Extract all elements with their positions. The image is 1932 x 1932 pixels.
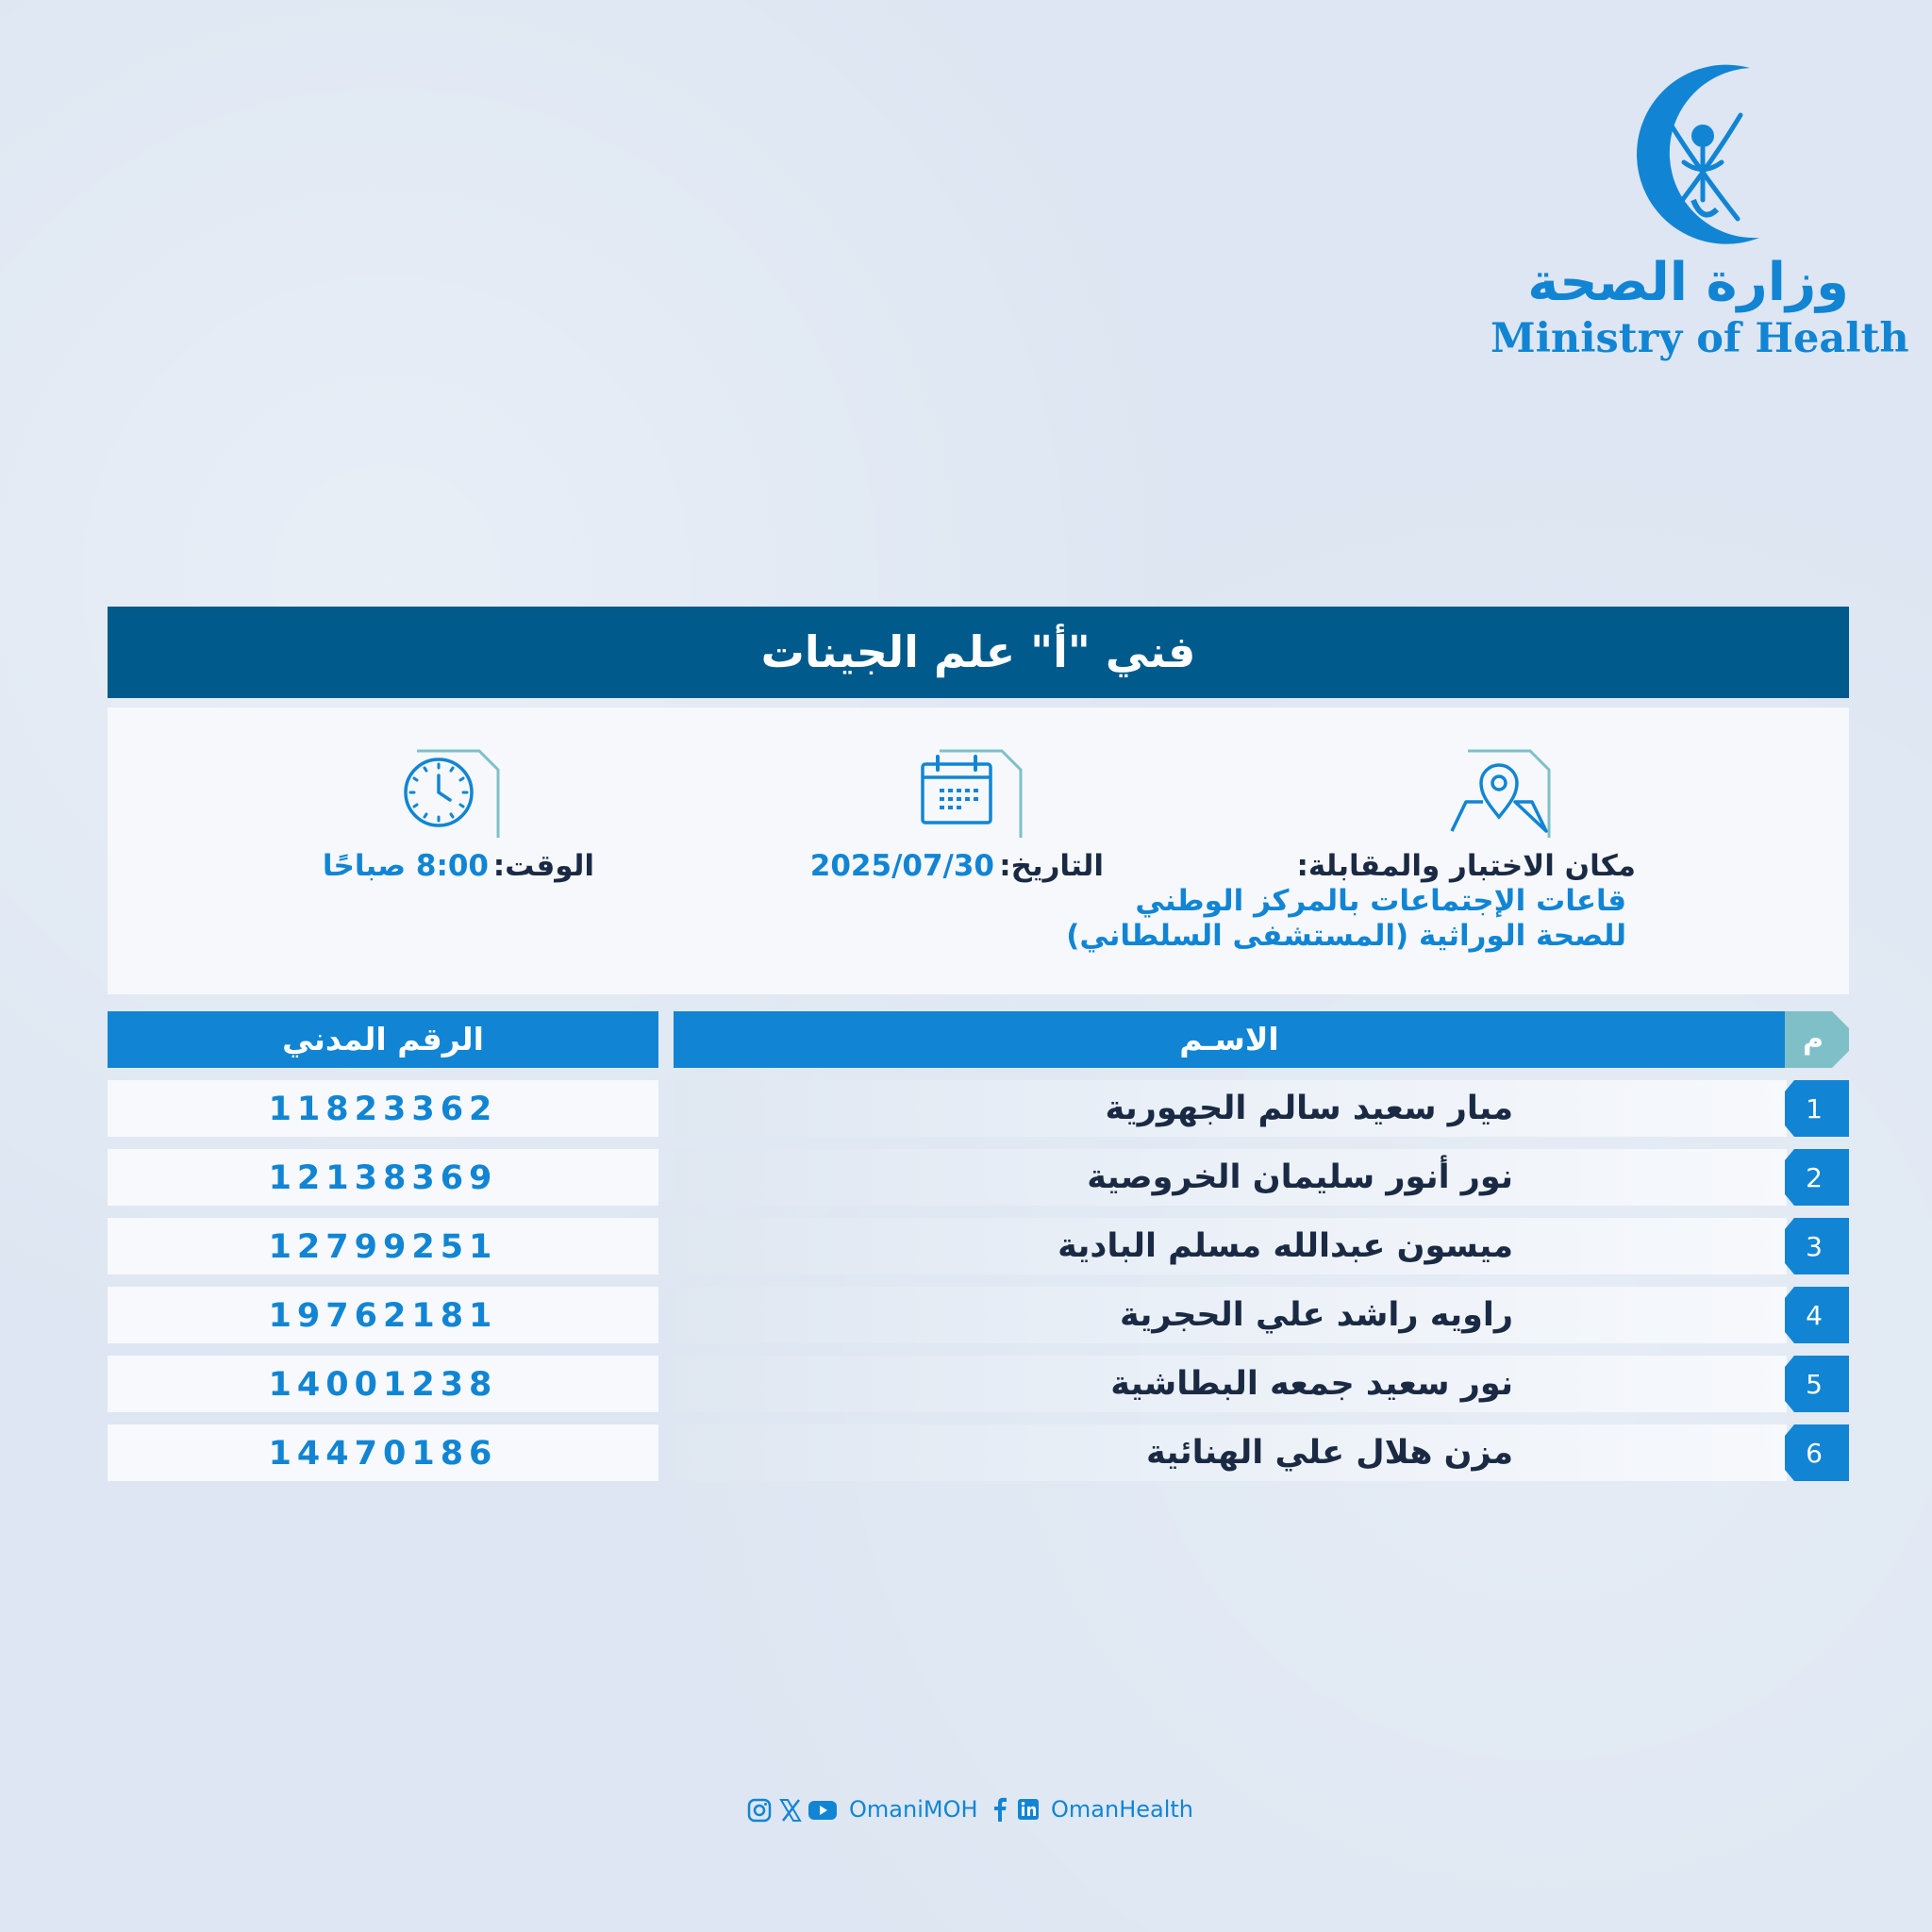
index-cell [1785, 1424, 1849, 1481]
index-text: 3 [1806, 1231, 1823, 1262]
name-cell [674, 1149, 1787, 1206]
index-text: 1 [1806, 1093, 1823, 1124]
name-cell [674, 1287, 1787, 1343]
logo-arabic-text: وزارة الصحة [1527, 252, 1849, 313]
location-label: مكان الاختبار والمقابلة: [1296, 849, 1636, 883]
time-value: 8:00 صباحًا [322, 849, 489, 883]
name-text: نور سعيد جمعه البطاشية [1110, 1365, 1513, 1403]
table-row [108, 1287, 1849, 1343]
clock-icon [396, 743, 500, 838]
title-bar [108, 607, 1849, 698]
index-cell [1785, 1149, 1849, 1206]
info-panel [108, 708, 1849, 994]
name-cell [674, 1424, 1787, 1481]
name-text: ميسون عبدالله مسلم البادية [1058, 1227, 1513, 1265]
index-text: 6 [1806, 1438, 1823, 1469]
youtube-icon[interactable] [808, 1798, 838, 1823]
index-cell [1785, 1080, 1849, 1137]
index-text: 4 [1806, 1300, 1823, 1331]
index-cell [1785, 1287, 1849, 1343]
table-row [108, 1080, 1849, 1137]
handle-omanhealth[interactable]: OmanHealth [1051, 1796, 1193, 1823]
calendar-icon [919, 743, 1023, 838]
linkedin-icon[interactable] [1017, 1798, 1040, 1821]
instagram-icon[interactable] [747, 1798, 772, 1823]
handle-omanimoh[interactable]: OmaniMOH [849, 1796, 978, 1823]
logo-english-text: Ministry of Health [1491, 315, 1909, 362]
civil-id-cell: 12138369 [108, 1149, 658, 1206]
name-text: راويه راشد علي الحجرية [1120, 1296, 1513, 1334]
header-index-label: م [1803, 1023, 1824, 1056]
page-title: فني "أ" علم الجينات [760, 626, 1196, 677]
name-cell [674, 1080, 1787, 1137]
social-footer [745, 1792, 1198, 1830]
name-text: نور أنور سليمان الخروصية [1087, 1158, 1513, 1196]
index-cell [1785, 1218, 1849, 1274]
index-text: 2 [1806, 1162, 1823, 1193]
moh-emblem-icon [1491, 58, 1887, 257]
ministry-logo [1491, 58, 1909, 370]
header-name: الاسـم [674, 1011, 1785, 1068]
header-civil-id: الرقم المدني [108, 1011, 658, 1068]
table-row [108, 1356, 1849, 1412]
civil-id-cell: 19762181 [108, 1287, 658, 1343]
index-text: 5 [1806, 1369, 1823, 1400]
civil-id-cell: 12799251 [108, 1218, 658, 1274]
date-value: 2025/07/30 [809, 849, 994, 883]
civil-id-cell: 11823362 [108, 1080, 658, 1137]
location-pin-icon [1447, 743, 1551, 838]
header-index [1785, 1011, 1849, 1068]
name-cell [674, 1356, 1787, 1412]
civil-id-cell: 14001238 [108, 1356, 658, 1412]
name-cell [674, 1218, 1787, 1274]
index-cell [1785, 1356, 1849, 1412]
name-text: ميار سعيد سالم الجهورية [1105, 1090, 1513, 1127]
table-row [108, 1149, 1849, 1206]
time-label: الوقت: [492, 849, 594, 883]
civil-id-cell: 14470186 [108, 1424, 658, 1481]
facebook-icon[interactable] [992, 1797, 1008, 1822]
location-line-1: قاعات الإجتماعات بالمركز الوطني [1135, 884, 1626, 918]
name-text: مزن هلال علي الهنائية [1145, 1434, 1513, 1472]
date-label: التاريخ: [999, 849, 1104, 883]
table-row [108, 1424, 1849, 1481]
table-row [108, 1218, 1849, 1274]
location-line-2: للصحة الوراثية (المستشفى السلطاني) [1066, 919, 1626, 953]
x-twitter-icon[interactable] [779, 1798, 802, 1823]
